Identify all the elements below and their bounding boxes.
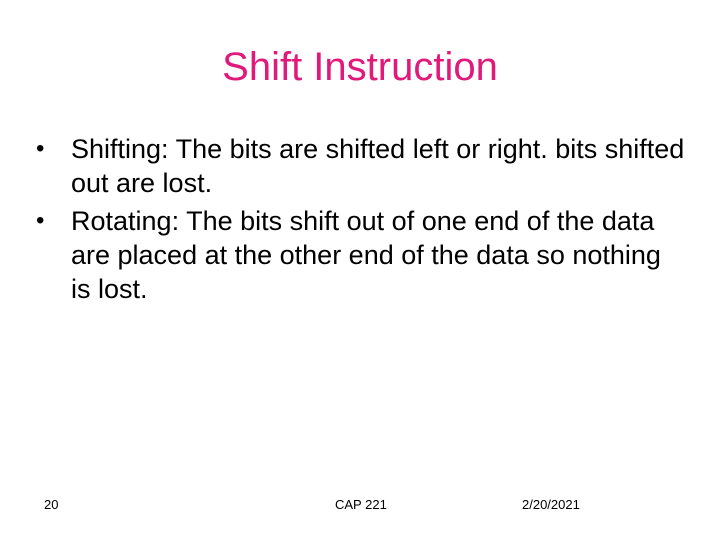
bullet-text: Rotating: The bits shift out of one end of the data are placed at the other end of the data so nothing is lost. xyxy=(71,206,661,304)
slide-title: Shift Instruction xyxy=(222,45,498,89)
footer-date: 2/20/2021 xyxy=(522,497,580,512)
footer-course: CAP 221 xyxy=(335,497,387,512)
bullet-icon: • xyxy=(36,135,45,162)
bullet-list xyxy=(36,132,686,310)
footer-page-number: 20 xyxy=(44,497,59,512)
bullet-item-shifting xyxy=(36,132,686,200)
bullet-icon: • xyxy=(36,207,45,234)
bullet-item-rotating xyxy=(36,204,686,306)
bullet-text: Shifting: The bits are shifted left or right. bits shifted out are lost. xyxy=(71,134,685,198)
